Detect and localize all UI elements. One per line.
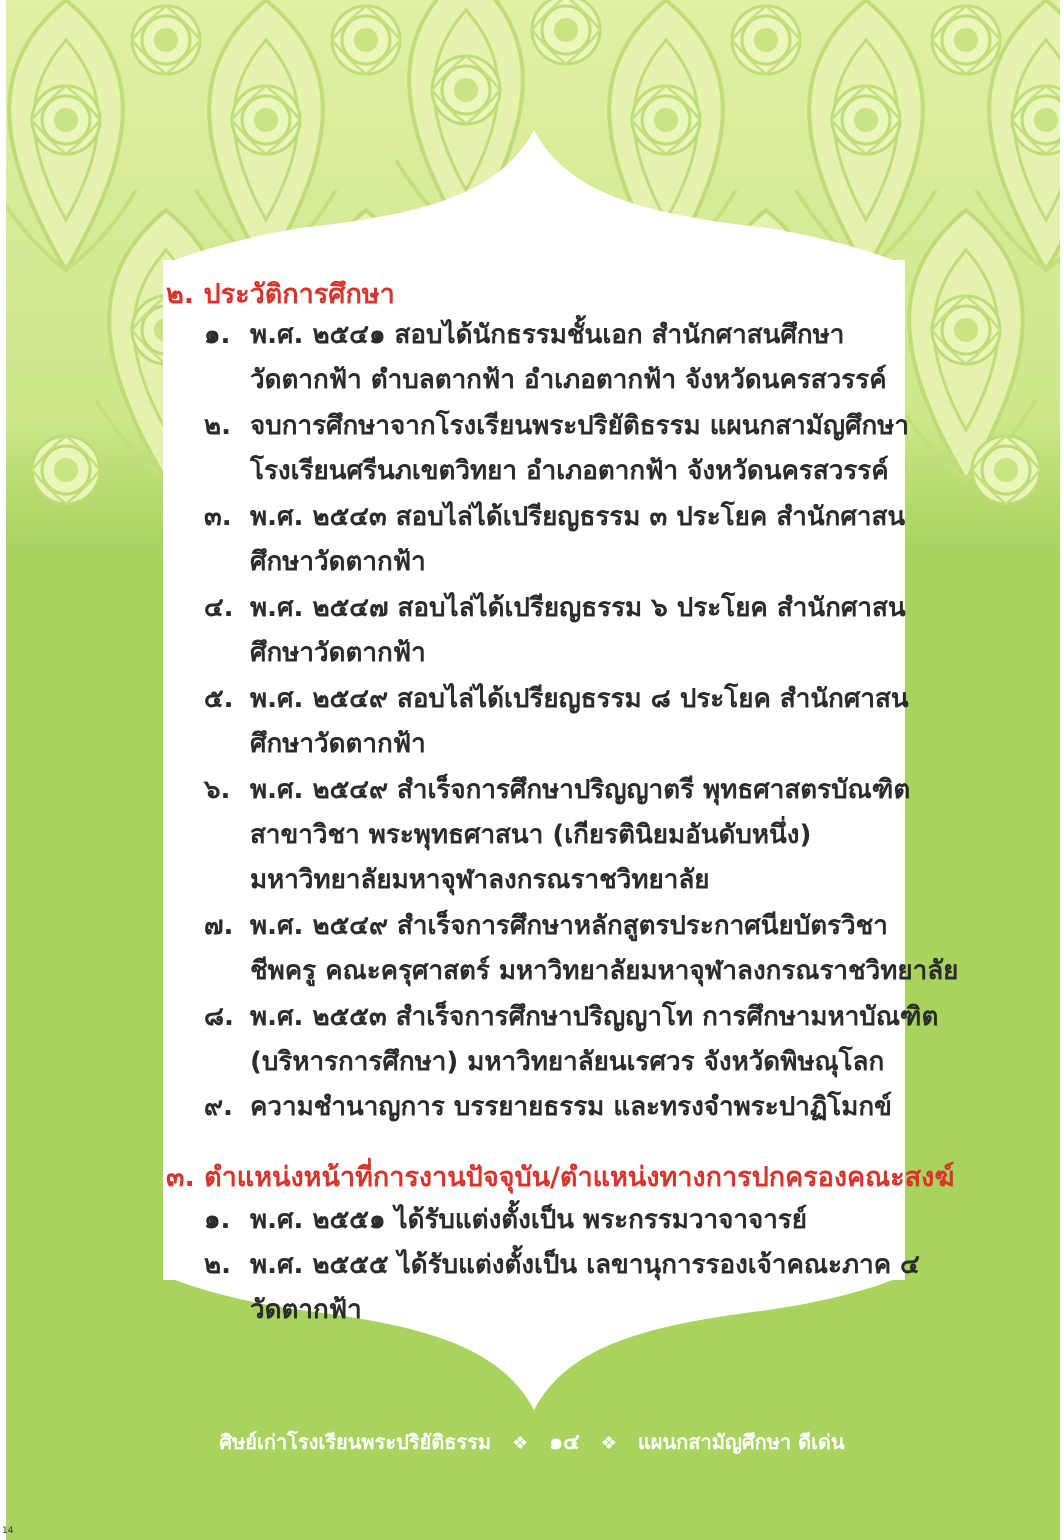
footer-right-text: แผนกสามัญศึกษา ดีเด่น xyxy=(637,1430,845,1454)
item-number: ๔. xyxy=(204,593,234,623)
item-number: ๑. xyxy=(204,320,231,350)
section2-item-4 xyxy=(204,586,934,676)
item-number: ๗. xyxy=(204,911,234,941)
item-line: ศึกษาวัดตากฟ้า xyxy=(250,729,426,759)
item-number: ๘. xyxy=(204,1002,234,1032)
item-line: ชีพครู คณะครุศาสตร์ มหาวิทยาลัยมหาจุฬาลงกรณราชวิทยาลัย xyxy=(250,956,959,986)
diamond-ornament-icon: ❖ xyxy=(512,1433,529,1454)
item-line: พ.ศ. ๒๕๔๗ สอบไล่ได้เปรียญธรรม ๖ ประโยค สำนักศาสน xyxy=(250,593,906,623)
item-line: จบการศึกษาจากโรงเรียนพระปริยัติธรรม แผนกสามัญศึกษา xyxy=(250,411,909,441)
item-line: (บริหารการศึกษา) มหาวิทยาลัยนเรศวร จังหวัดพิษณุโลก xyxy=(250,1047,885,1077)
item-line: พ.ศ. ๒๕๕๑ ได้รับแต่งตั้งเป็น พระกรรมวาจาจารย์ xyxy=(250,1205,808,1235)
item-line: วัดตากฟ้า ตำบลตากฟ้า อำเภอตากฟ้า จังหวัดนครสวรรค์ xyxy=(250,365,887,395)
item-number: ๓. xyxy=(204,502,232,532)
section2-item-6 xyxy=(204,768,934,903)
section2-item-8 xyxy=(204,995,939,1085)
item-number: ๖. xyxy=(204,775,231,805)
item-line: พ.ศ. ๒๕๕๕ ได้รับแต่งตั้งเป็น เลขานุการรองเจ้าคณะภาค ๔ xyxy=(250,1250,920,1280)
page-footer xyxy=(0,1424,1064,1459)
item-number: ๕. xyxy=(204,684,234,714)
section3-item-2 xyxy=(204,1243,934,1333)
section2-item-5 xyxy=(204,677,934,767)
section3-item-1 xyxy=(204,1198,934,1243)
item-line: พ.ศ. ๒๕๕๓ สำเร็จการศึกษาปริญญาโท การศึกษามหาบัณฑิต xyxy=(250,1002,939,1032)
diamond-ornament-icon: ❖ xyxy=(600,1433,617,1454)
item-line: พ.ศ. ๒๕๔๙ สอบไล่ได้เปรียญธรรม ๘ ประโยค สำนักศาสน xyxy=(250,684,909,714)
item-line: พ.ศ. ๒๕๔๙ สำเร็จการศึกษาปริญญาตรี พุทธศาสตรบัณฑิต xyxy=(250,775,911,805)
item-line: มหาวิทยาลัยมหาจุฬาลงกรณราชวิทยาลัย xyxy=(250,865,710,895)
section2-item-9 xyxy=(204,1085,934,1130)
section3-heading: ๓. ตำแหน่งหน้าที่การงานปัจจุบัน/ตำแหน่งทางการปกครองคณะสงฆ์ xyxy=(166,1162,955,1193)
item-line: ศึกษาวัดตากฟ้า xyxy=(250,638,426,668)
item-line: พ.ศ. ๒๕๔๑ สอบได้นักธรรมชั้นเอก สำนักศาสนศึกษา xyxy=(250,320,845,350)
item-line: พ.ศ. ๒๕๔๙ สำเร็จการศึกษาหลักสูตรประกาศนียบัตรวิชา xyxy=(250,911,888,941)
section2-item-3 xyxy=(204,495,934,585)
item-line: วัดตากฟ้า xyxy=(250,1295,362,1325)
section2-heading: ๒. ประวัติการศึกษา xyxy=(166,279,395,310)
item-line: พ.ศ. ๒๕๔๓ สอบไล่ได้เปรียญธรรม ๓ ประโยค สำนักศาสน xyxy=(250,502,906,532)
item-line: โรงเรียนศรีนภเขตวิทยา อำเภอตากฟ้า จังหวัดนครสวรรค์ xyxy=(250,456,889,486)
section2-item-7 xyxy=(204,904,959,994)
section2-item-2 xyxy=(204,404,934,494)
footer-left-text: ศิษย์เก่าโรงเรียนพระปริยัติธรรม xyxy=(219,1430,492,1454)
footer-page-number: ๑๔ xyxy=(549,1430,580,1455)
corner-page-number: 14 xyxy=(2,1526,14,1536)
item-number: ๒. xyxy=(204,411,232,441)
item-number: ๑. xyxy=(204,1205,231,1235)
item-line: สาขาวิชา พระพุทธศาสนา (เกียรตินิยมอันดับหนึ่ง) xyxy=(250,820,812,850)
item-line: ศึกษาวัดตากฟ้า xyxy=(250,547,426,577)
section2-item-1 xyxy=(204,313,934,403)
item-number: ๒. xyxy=(204,1250,232,1280)
item-line: ความชำนาญการ บรรยายธรรม และทรงจำพระปาฏิโมกข์ xyxy=(250,1092,892,1122)
item-number: ๙. xyxy=(204,1092,233,1122)
